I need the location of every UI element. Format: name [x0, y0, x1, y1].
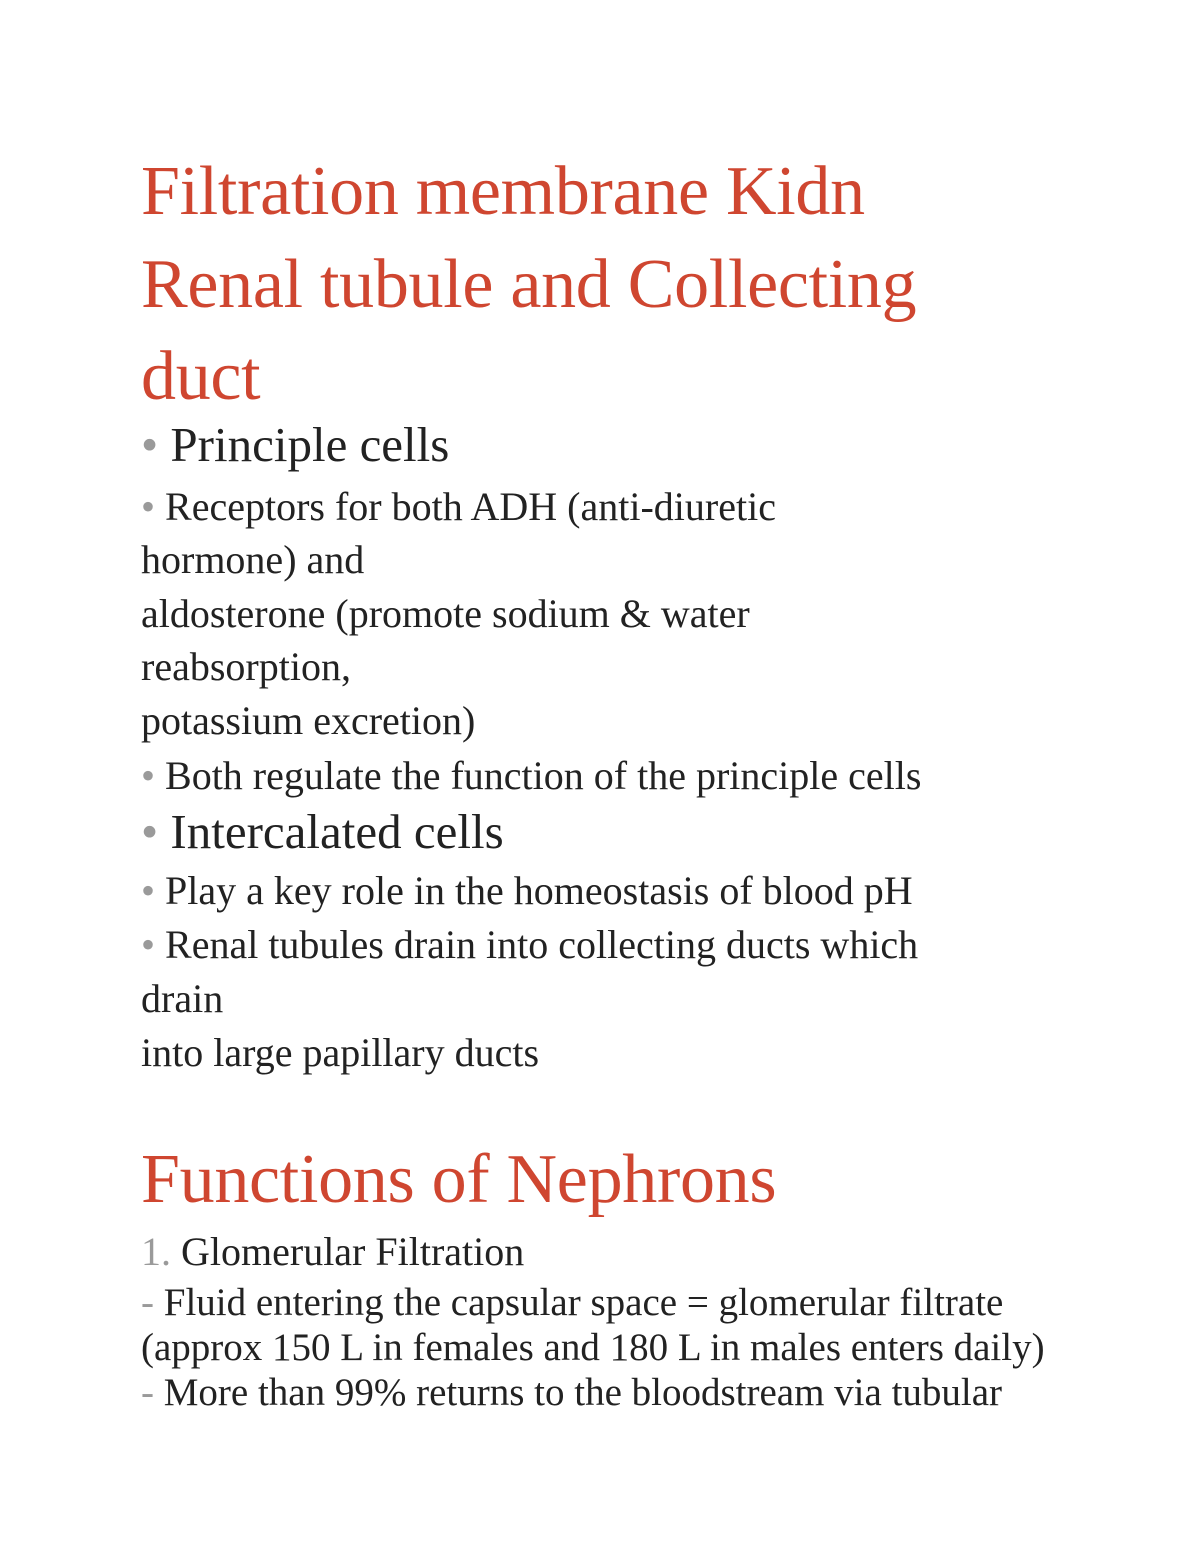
receptors-line-2: hormone) and [141, 537, 365, 582]
play-role-text: Play a key role in the homeostasis of blood pH [165, 868, 913, 913]
receptors-line-5: potassium excretion) [141, 698, 476, 743]
section-title-line-3: duct [141, 338, 261, 415]
principle-cells-heading [141, 416, 449, 473]
intercalated-cells-label: Intercalated cells [170, 804, 504, 859]
list-item-glomerular [141, 1228, 524, 1275]
list-item-label: Glomerular Filtration [181, 1229, 525, 1274]
renal-line-1 [141, 921, 918, 968]
bullet-icon: • [141, 753, 156, 798]
section-title-line-2: Renal tubule and Collecting [141, 246, 917, 323]
play-role-line [141, 867, 913, 914]
receptors-line-4: reabsorption, [141, 644, 351, 689]
approx-line: (approx 150 L in females and 180 L in males enters daily) [141, 1326, 1045, 1369]
intercalated-cells-heading [141, 803, 504, 860]
receptors-line-1 [141, 483, 776, 530]
bullet-icon: • [141, 922, 156, 967]
renal-text-1: Renal tubules drain into collecting ducts which [165, 922, 919, 967]
section-title-line-1: Filtration membrane Kidn [141, 153, 865, 230]
both-regulate-text: Both regulate the function of the principle cells [165, 753, 922, 798]
fluid-text: Fluid entering the capsular space = glomerular filtrate [163, 1281, 1004, 1324]
functions-title: Functions of Nephrons [141, 1141, 777, 1218]
receptors-line-3: aldosterone (promote sodium & water [141, 591, 750, 636]
bullet-icon: • [141, 868, 156, 913]
fluid-line [141, 1280, 1003, 1325]
principle-cells-label: Principle cells [170, 417, 450, 472]
renal-line-3: into large papillary ducts [141, 1030, 540, 1075]
both-regulate-line [141, 752, 921, 799]
list-number: 1. [141, 1229, 171, 1274]
bullet-icon: • [141, 804, 159, 859]
more-text: More than 99% returns to the bloodstream via tubular [163, 1371, 1003, 1414]
bullet-icon: • [141, 484, 156, 529]
dash-marker: - [141, 1371, 154, 1414]
bullet-icon: • [141, 417, 159, 472]
receptors-text-1: Receptors for both ADH (anti-diuretic [165, 484, 776, 529]
renal-line-2: drain [141, 976, 224, 1021]
dash-marker: - [141, 1281, 154, 1324]
more-line [141, 1370, 1002, 1415]
